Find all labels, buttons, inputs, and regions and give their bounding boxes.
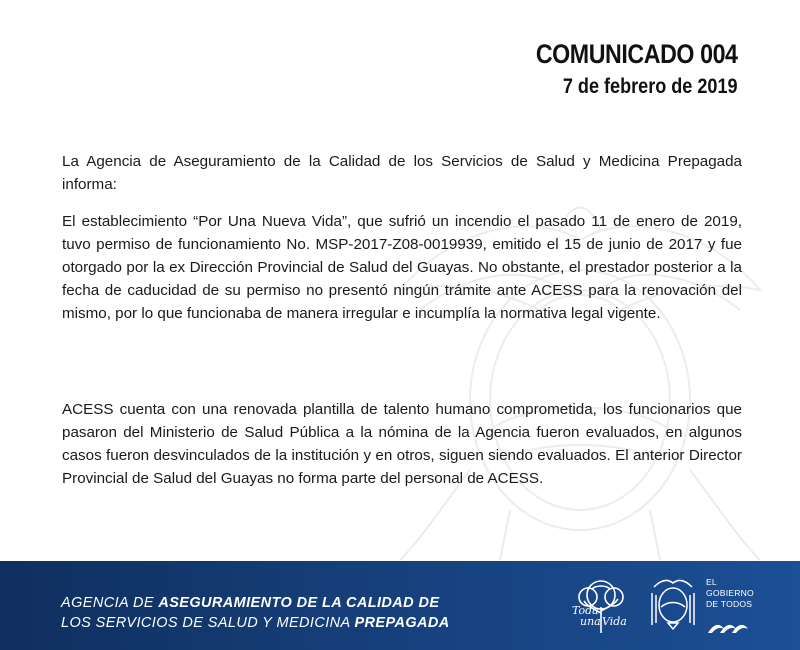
logo-word-vida: Vida xyxy=(602,615,627,628)
paragraph-incident: El establecimiento “Por Una Nueva Vida”, que sufrió un incendio el pasado 11 de enero de 2019, tuvo permiso de funcionamiento No. MSP-2017-Z08-0019939, emitido el 15 de junio de 2017 y fue otorgado por la ex Dirección Provincial de Salud del Guayas. No obstante, el prestador posterior a la fecha de caducidad de su permiso no presentó ningún trámite ante ACESS para la renovación del mismo, por lo que funcionaba de manera irregular e incumplía la normativa legal vigente. xyxy=(62,213,742,322)
date-subtitle: 7 de febrero de 2019 xyxy=(563,75,738,98)
government-label xyxy=(706,577,754,610)
gov-line-1: EL xyxy=(706,577,717,587)
agency-line-2a: LOS SERVICIOS DE SALUD Y MEDICINA xyxy=(61,615,355,631)
footer-banner xyxy=(0,561,800,650)
gov-line-3: DE TODOS xyxy=(706,599,753,609)
agency-line-1 xyxy=(61,593,450,613)
header xyxy=(503,38,738,100)
ecuador-shield-icon xyxy=(648,573,698,633)
agency-line-2b: PREPAGADA xyxy=(354,615,450,631)
agency-line-2 xyxy=(61,613,450,633)
agency-line-1a: AGENCIA DE xyxy=(61,595,159,611)
toda-una-vida-logo xyxy=(566,573,636,639)
page-title: COMUNICADO 004 xyxy=(536,39,738,69)
intro-paragraph: La Agencia de Aseguramiento de la Calidad de los Servicios de Salud y Medicina Prepagada informa: xyxy=(62,153,742,193)
agency-line-1b: ASEGURAMIENTO DE LA CALIDAD DE xyxy=(158,595,440,611)
wave-icon xyxy=(706,619,750,637)
logo-word-toda: Toda xyxy=(572,604,599,617)
agency-name xyxy=(61,593,450,633)
paragraph-staff: ACESS cuenta con una renovada plantilla de talento humano comprometida, los funcionarios que pasaron del Ministerio de Salud Pública a la nómina de la Agencia fueron evaluados, en algunos casos fueron desvinculados de la institución y en otros, siguen siendo evaluados. El anterior Director Provincial de Salud del Guayas no forma parte del personal de ACESS. xyxy=(62,401,742,487)
gov-line-2: GOBIERNO xyxy=(706,588,754,598)
logo-word-una: una xyxy=(580,615,601,628)
